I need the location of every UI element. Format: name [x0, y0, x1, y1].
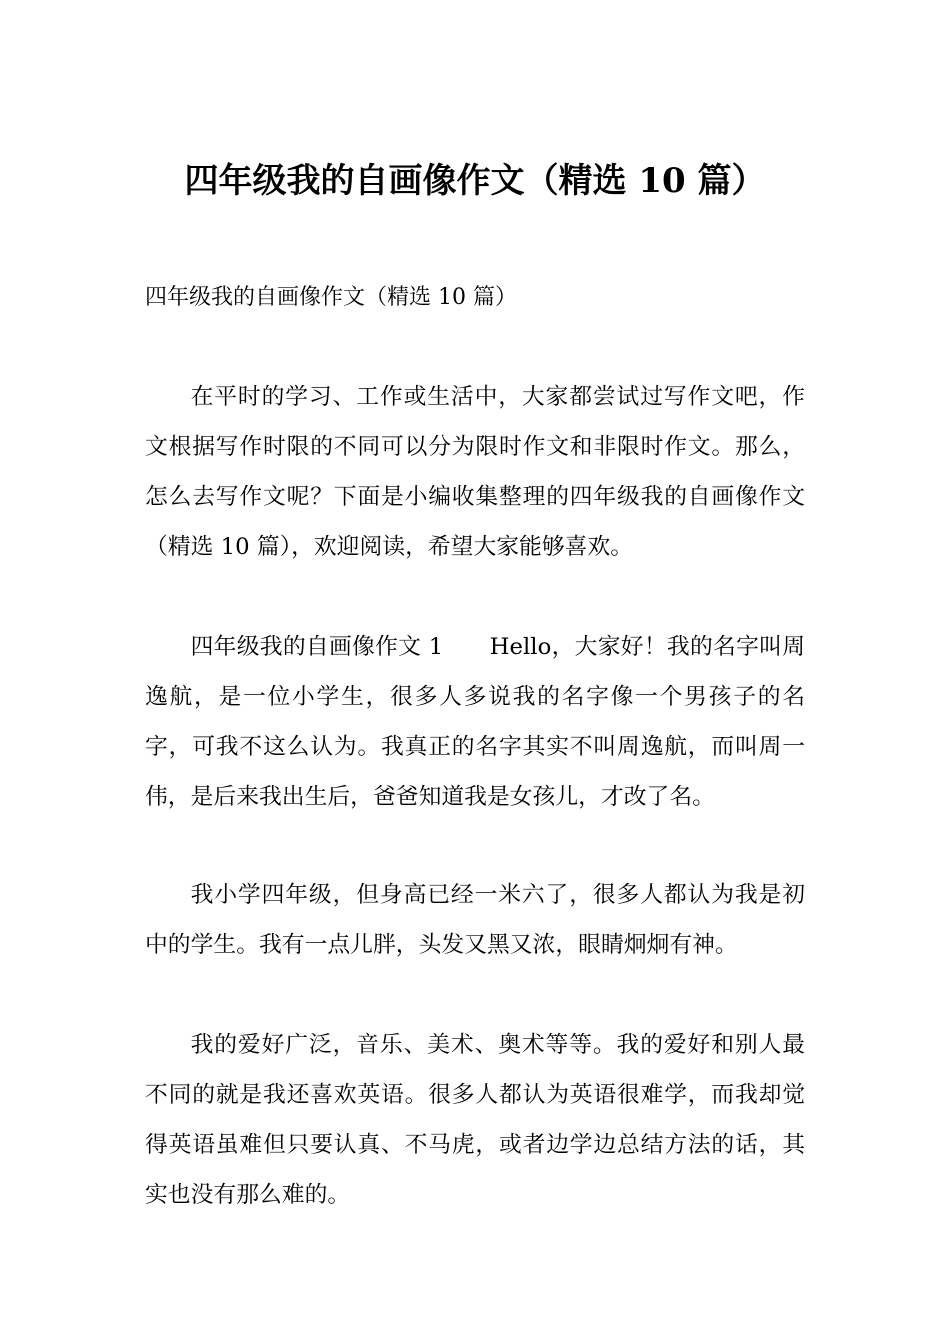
intro-paragraph: 在平时的学习、工作或生活中，大家都尝试过写作文吧，作文根据写作时限的不同可以分为限时作文和非限时作文。那么，怎么去写作文呢？下面是小编收集整理的四年级我的自画像作文（精选 10 篇），欢迎阅读，希望大家能够喜欢。 [145, 384, 805, 560]
title-number: 10 [638, 160, 686, 201]
document-subtitle: 四年级我的自画像作文（精选 10 篇） [145, 285, 517, 310]
essay-paragraph: 四年级我的自画像作文 1 Hello，大家好！我的名字叫周逸航，是一位小学生，很多人多说我的名字像一个男孩子的名字，可我不这么认为。我真正的名字其实不叫周逸航，而叫周一伟，是后来我出生后，爸爸知道我是女孩儿，才改了名。 [145, 634, 805, 810]
essay-paragraph: 我小学四年级，但身高已经一米六了，很多人都认为我是初中的学生。我有一点儿胖，头发又黑又浓，眼睛炯炯有神。 [145, 882, 805, 958]
essay-paragraph: 我的爱好广泛，音乐、美术、奥术等等。我的爱好和别人最不同的就是我还喜欢英语。很多人都认为英语很难学，而我却觉得英语虽难但只要认真、不马虎，或者边学边总结方法的话，其实也没有那么难的。 [145, 1032, 805, 1208]
title-suffix: 篇） [685, 160, 766, 201]
document-title [0, 157, 950, 205]
title-prefix: 四年级我的自画像作文（精选 [184, 160, 639, 201]
